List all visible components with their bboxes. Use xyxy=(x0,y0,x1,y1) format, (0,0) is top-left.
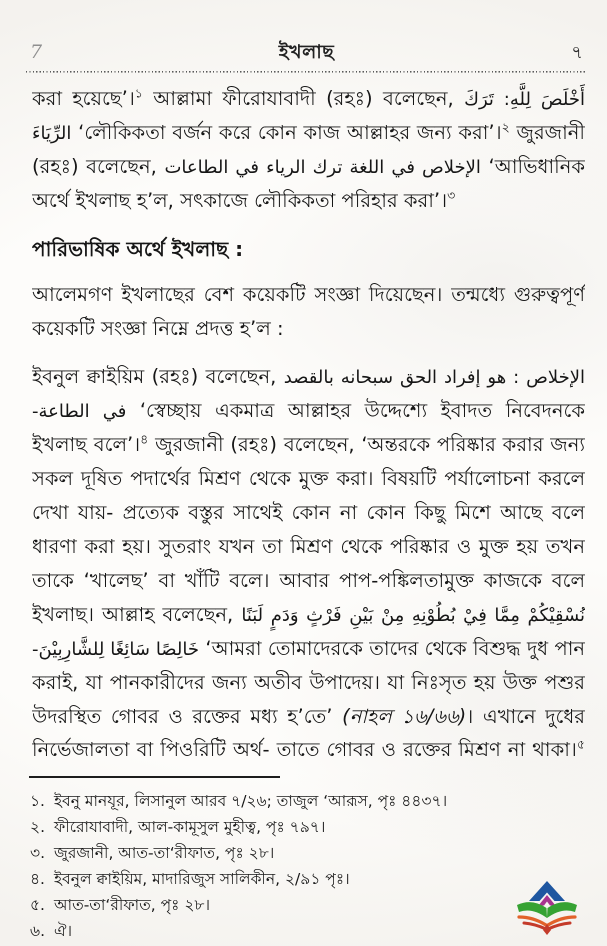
footnote-text: ঐ। xyxy=(54,922,72,941)
footnote-number: ১. xyxy=(30,792,45,810)
paragraph xyxy=(32,360,585,764)
footnote-text: ইবনুল ক্বাইয়িম, মাদারিজুস সালিকীন, ২/৯১ পৃঃ। xyxy=(54,870,350,889)
footnote-reference: ৪ xyxy=(140,431,149,447)
arabic-text: نُسْقِيْكُمْ مِمَّا فِيْ بُطُوْنِهِ مِنْ بَيْنِ فَرْثٍ وَدَمٍ لَبَنًا خَالِصًا سَائِغًا لِلشَّارِبِيْنَ- xyxy=(32,604,585,660)
bengali-text: ‘আভিধানিক অর্থে ইখলাছ হ’ল, সৎকাজে লৌকিকতা পরিহার করা’। xyxy=(32,154,585,212)
arabic-text: الإخلاص : هو إفراد الحق سبحانه بالقصد في الطاعة- xyxy=(32,367,585,423)
page-number: ৭ xyxy=(571,42,583,63)
footnote-reference: ১ xyxy=(134,85,143,101)
footnote-text: জুরজানী, আত-তা‘রীফাত, পৃঃ ২৮। xyxy=(54,844,275,863)
footnote-number: ৫. xyxy=(30,896,45,915)
section-heading xyxy=(32,232,585,267)
footnote-reference: ২ xyxy=(501,119,510,135)
bengali-text: ‘আমরা তোমাদেরকে তাদের থেকে বিশুদ্ধ দুধ পান করাই, যা পানকারীদের জন্য অতীব উপাদেয়। যা নিঃসৃত হয় উক্ত পশুর উদরস্থিত গোবর ও রক্তের মধ্য হ’তে’ xyxy=(32,636,585,728)
footnote-item xyxy=(30,892,586,918)
footnote-item xyxy=(30,788,586,814)
footnote-item xyxy=(30,840,586,866)
bengali-text: আলেমগণ ইখলাছের বেশ কয়েকটি সংজ্ঞা দিয়েছেন। তন্মধ্যে গুরুত্বপূর্ণ কয়েকটি সংজ্ঞা নিম্নে প্রদত্ত হ’ল : xyxy=(32,283,585,341)
footnote-reference: ৫ xyxy=(576,736,585,752)
bengali-text: জুরজানী (রহঃ) বলেছেন, ‘অন্তরকে পরিষ্কার করার জন্য সকল দূষিত পদার্থের মিশ্রণ থেকে মুক্ত করা। বিষয়টি পর্যালোচনা করলে দেখা যায়- প্রত্যেক বস্তুর সাথেই কোন না কোন কিছু মিশে আছে বলে ধারণা করা হয়। সুতরাং যখন তা মিশ্রণ থেকে পরিষ্কার ও মুক্ত হয় তখন তাকে ‘খালেছ’ বা খাঁটি বলে। আবার পাপ-পঙ্কিলতামুক্ত কাজকে বলে ইখলাছ। আল্লাহ বলেছেন, xyxy=(32,433,585,626)
body-text xyxy=(32,82,585,764)
footnote-number: ২. xyxy=(30,818,46,837)
bengali-text: আল্লামা ফীরোযাবাদী (রহঃ) বলেছেন, xyxy=(142,87,465,110)
arabic-text: أَخْلَصَ لِلَّهِ: تَرَكَ الرِّيَاءَ xyxy=(32,89,585,144)
footnote-reference: ৩ xyxy=(447,187,456,203)
footnote-divider xyxy=(29,776,280,778)
bengali-text: । এখানে দুধের নির্ভেজালতা বা পিওরিটি অর্থ- তাতে গোবর ও রক্তের মিশ্রণ না থাকা। xyxy=(32,704,585,762)
handwritten-page-number: 7 xyxy=(30,41,43,63)
page-header xyxy=(30,38,583,70)
bengali-text: ‘লৌকিকতা বর্জন করে কোন কাজ আল্লাহর জন্য করা’। xyxy=(71,120,502,144)
running-title: ইখলাছ xyxy=(278,41,335,63)
footnote-number: ৪. xyxy=(30,870,45,889)
footnotes-list xyxy=(30,788,586,944)
verse-reference: (নাহল ১৬/৬৬) xyxy=(342,704,467,728)
footnote-text: ইবনু মানযূর, লিসানুল আরব ৭/২৬; তাজুল ‘আরূস, পৃঃ ৪৪৩৭। xyxy=(54,792,448,810)
publisher-logo-icon xyxy=(514,878,580,938)
footnote-item xyxy=(30,918,586,944)
bengali-text: করা হয়েছে’। xyxy=(32,87,135,110)
paragraph xyxy=(32,82,585,218)
bengali-text: পারিভাষিক অর্থে ইখলাছ : xyxy=(32,236,244,261)
footnote-item xyxy=(30,814,586,840)
bengali-text: জুরজানী (রহঃ) বলেছেন, xyxy=(32,120,585,178)
footnote-number: ৬. xyxy=(30,922,46,941)
footnote-number: ৩. xyxy=(30,844,46,863)
footnote-text: ফীরোযাবাদী, আল-কামূসুল মুহীত্ব, পৃঃ ৭৯৭। xyxy=(54,818,326,837)
bengali-text: ‘স্বেচ্ছায় একমাত্র আল্লাহর উদ্দেশ্যে ইবাদত নিবেদনকে ইখলাছ বলে’। xyxy=(32,399,585,457)
footnote-item xyxy=(30,866,586,892)
arabic-text: الإخلاص في اللغة ترك الرياء في الطاعات xyxy=(164,156,481,178)
paragraph xyxy=(32,278,585,346)
header-dotted-divider xyxy=(26,70,585,73)
bengali-text: ইবনুল ক্বাইয়িম (রহঃ) বলেছেন, xyxy=(32,365,284,389)
footnote-text: আত-তা‘রীফাত, পৃঃ ২৮। xyxy=(54,896,211,915)
